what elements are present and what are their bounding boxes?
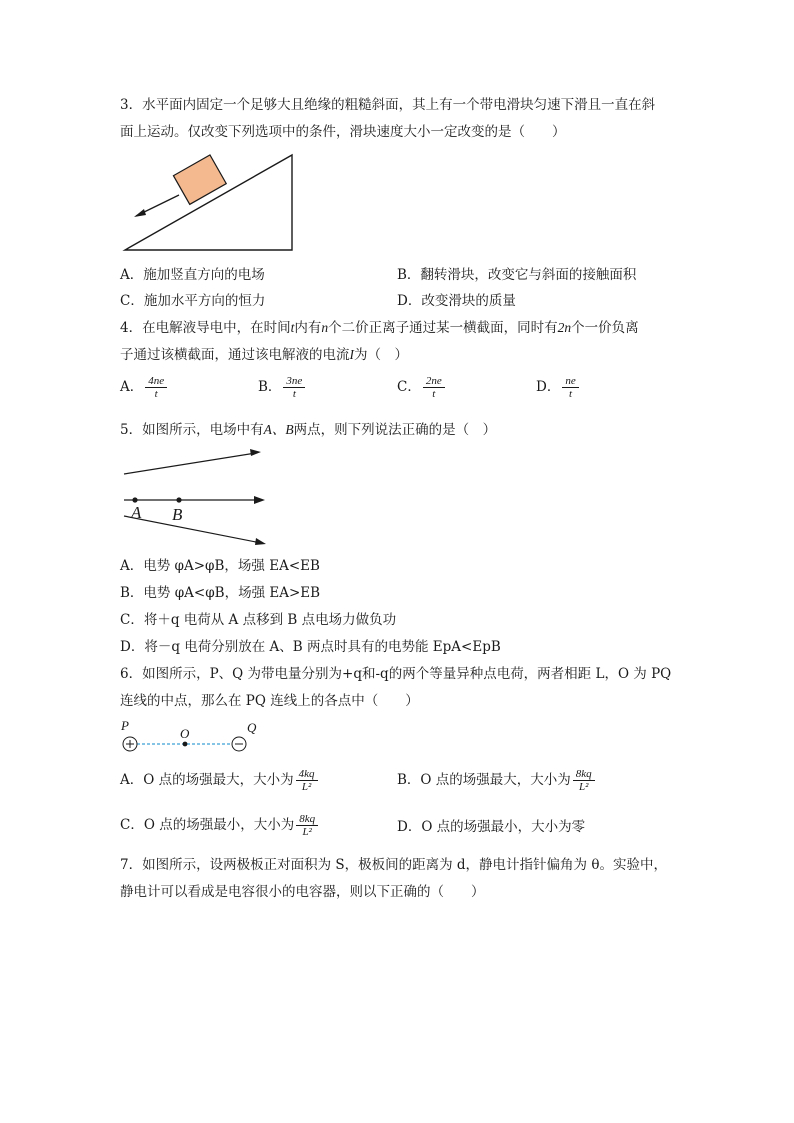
arrowhead — [255, 538, 266, 545]
arrowhead — [250, 449, 261, 456]
q3-option-d: D．改变滑块的质量 — [397, 293, 516, 309]
midpoint-o-label: O — [180, 726, 190, 741]
field-line-bottom — [124, 516, 261, 543]
q6-option-c: C．O 点的场强最小，大小为 $\frac{8kq}{\text{L²}}$ — [120, 813, 320, 838]
q4-option-b: B． $\frac{3ne}{t}$ — [258, 375, 307, 400]
field-line-top — [124, 453, 256, 474]
q4-option-c: C． $\frac{2ne}{t}$ — [397, 375, 447, 400]
field-lines-diagram — [120, 446, 270, 550]
q3-stem-line2: 面上运动。仅改变下列选项中的条件，滑块速度大小一定改变的是（ ） — [120, 124, 566, 140]
q5-option-a: A．电势 φA>φB，场强 EA<EB — [120, 558, 320, 574]
q3-option-b: B．翻转滑块，改变它与斜面的接触面积 — [397, 267, 637, 283]
q3-option-c: C．施加水平方向的恒力 — [120, 293, 266, 309]
q5-option-d: D．将－q 电荷分别放在 A、B 两点时具有的电势能 EpA<EpB — [120, 639, 501, 655]
arrowhead — [254, 496, 265, 504]
q4-option-d: D． $\frac{ne}{t}$ — [536, 375, 581, 400]
fraction: $\frac{ne}{t}$ — [562, 375, 578, 400]
q3-stem-line1: 3．水平面内固定一个足够大且绝缘的粗糙斜面，其上有一个带电滑块匀速下滑且一直在斜 — [120, 97, 656, 113]
fraction: $\frac{4ne}{t}$ — [145, 375, 167, 400]
velocity-arrowhead — [134, 209, 146, 217]
q7-stem-line1: 7．如图所示，设两极板正对面积为 S，极板间的距离为 d，静电计指针偏角为 θ。实验中， — [120, 857, 667, 873]
q5-option-c: C．将＋q 电荷从 A 点移到 B 点电场力做负功 — [120, 612, 397, 628]
fraction: $\frac{8kq}{\text{L²}}$ — [296, 813, 318, 838]
fraction: $\frac{8kq}{\text{L²}}$ — [573, 768, 595, 793]
q6-stem-line2: 连线的中点，那么在 PQ 连线上的各点中（ ） — [120, 693, 419, 709]
q4-stem-line2: 子通过该横截面，通过该电解液的电流I为（ ） — [120, 347, 408, 363]
q6-option-b: B．O 点的场强最大，大小为 $\frac{8kq}{\text{L²}}$ — [397, 768, 597, 793]
q5-option-b: B．电势 φA<φB，场强 EA>EB — [120, 585, 321, 601]
q5-stem: 5．如图所示，电场中有A、B两点，则下列说法正确的是（ ） — [120, 422, 497, 438]
fraction: $\frac{4kq}{\text{L²}}$ — [296, 768, 318, 793]
q6-option-d: D．O 点的场强最小，大小为零 — [397, 819, 586, 835]
point-b-dot — [176, 497, 181, 502]
charge-q-label: Q — [247, 720, 257, 735]
midpoint-o-dot — [183, 742, 188, 747]
point-b-label: B — [172, 505, 183, 524]
incline-diagram — [120, 152, 300, 256]
fraction: $\frac{2ne}{t}$ — [423, 375, 445, 400]
point-a-label: A — [131, 503, 142, 522]
q7-stem-line2: 静电计可以看成是电容很小的电容器，则以下正确的（ ） — [120, 884, 485, 900]
q6-stem-line1: 6．如图所示，P、Q 为带电量分别为+q和-q的两个等量异种点电荷，两者相距 L，O 为 PQ — [120, 666, 672, 682]
charge-p-label: P — [121, 718, 129, 733]
fraction: $\frac{3ne}{t}$ — [283, 375, 305, 400]
point-a-dot — [132, 497, 137, 502]
q6-option-a: A．O 点的场强最大，大小为 $\frac{4kq}{\text{L²}}$ — [120, 768, 320, 793]
q4-option-a: A． $\frac{4ne}{t}$ — [120, 375, 169, 400]
point-charges-diagram — [118, 718, 268, 754]
q3-option-a: A．施加竖直方向的电场 — [120, 267, 265, 283]
q4-stem-line1: 4．在电解液导电中，在时间t内有n个二价正离子通过某一横截面，同时有2n个一价负离 — [120, 320, 639, 336]
